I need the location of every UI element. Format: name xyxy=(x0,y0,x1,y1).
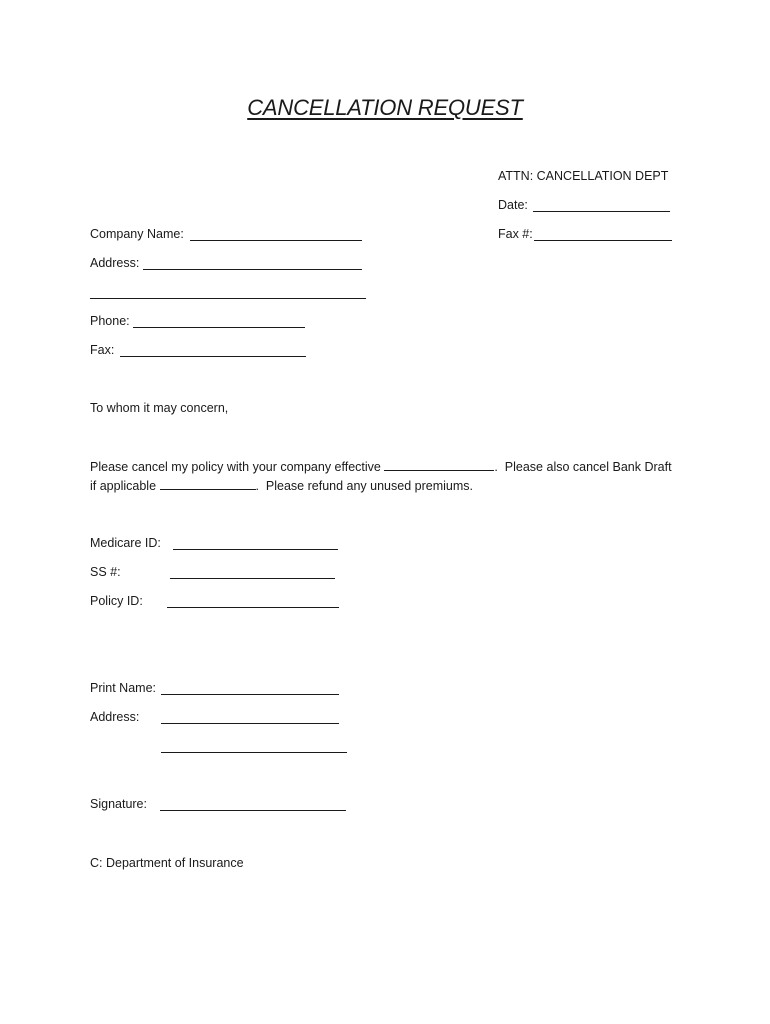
fax-right-blank[interactable] xyxy=(534,239,672,241)
phone-label: Phone: xyxy=(90,314,130,328)
phone-blank[interactable] xyxy=(133,326,305,328)
body-text-4: . Please refund any unused premiums. xyxy=(255,479,473,493)
company-name-label: Company Name: xyxy=(90,227,184,241)
ss-label: SS #: xyxy=(90,565,121,579)
address2-blank-2[interactable] xyxy=(161,751,347,753)
document-title: CANCELLATION REQUEST xyxy=(247,95,523,120)
medicare-id-label: Medicare ID: xyxy=(90,536,161,550)
body-text-1: Please cancel my policy with your company effective xyxy=(90,460,381,474)
date-blank[interactable] xyxy=(533,210,670,212)
company-name-blank[interactable] xyxy=(190,239,362,241)
body-text-3: if applicable xyxy=(90,479,157,493)
address2-label: Address: xyxy=(90,710,140,724)
signature-blank[interactable] xyxy=(160,809,346,811)
bank-draft-blank[interactable] xyxy=(160,477,256,490)
attn-line: ATTN: CANCELLATION DEPT xyxy=(498,169,669,183)
date-label: Date: xyxy=(498,198,528,212)
fax-left-blank[interactable] xyxy=(120,355,306,357)
print-name-blank[interactable] xyxy=(161,693,339,695)
body-text-2: . Please also cancel Bank Draft xyxy=(494,460,672,474)
address-label: Address: xyxy=(90,256,140,270)
policy-id-label: Policy ID: xyxy=(90,594,143,608)
policy-id-blank[interactable] xyxy=(167,606,339,608)
signature-label: Signature: xyxy=(90,797,147,811)
address-blank-1[interactable] xyxy=(143,268,362,270)
fax-left-label: Fax: xyxy=(90,343,115,357)
print-name-label: Print Name: xyxy=(90,681,156,695)
fax-right-label: Fax #: xyxy=(498,227,533,241)
address-blank-2[interactable] xyxy=(90,297,366,299)
address2-blank-1[interactable] xyxy=(161,722,339,724)
body-line-1 xyxy=(90,458,672,475)
cc-line: C: Department of Insurance xyxy=(90,856,244,870)
medicare-id-blank[interactable] xyxy=(173,548,338,550)
effective-date-blank[interactable] xyxy=(384,458,494,471)
salutation: To whom it may concern, xyxy=(90,401,229,415)
ss-blank[interactable] xyxy=(170,577,335,579)
body-line-2 xyxy=(90,477,473,494)
